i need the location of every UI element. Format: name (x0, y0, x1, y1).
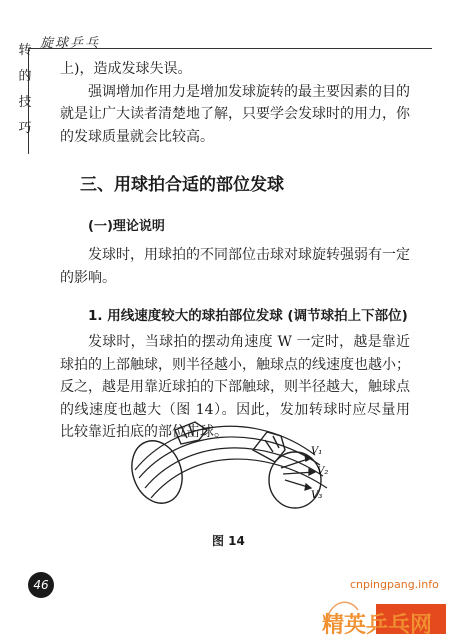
point-title: 1. 用线速度较大的球拍部位发球 (调节球拍上下部位) (88, 308, 408, 324)
page-content (60, 58, 410, 444)
side-tab-char: 转 (18, 43, 32, 58)
side-tab-char: 技 (18, 95, 32, 110)
paragraph: 上)，造成发球失误。 (60, 61, 192, 77)
running-header: 旋球乒乓 (40, 36, 101, 51)
section-title: 三、用球拍合适的部位发球 (80, 175, 284, 195)
paragraph: 强调增加作用力是增加发球旋转的最主要因素的目的就是让广大读者清楚地了解，只要学会发球时的用力，你的发球质量就会比较高。 (60, 83, 410, 145)
side-tab (14, 38, 36, 142)
label-v2: V₂ (317, 466, 329, 477)
side-tab-char: 巧 (18, 121, 32, 136)
page-number: 46 (28, 572, 54, 598)
header-rule (28, 48, 432, 49)
racket-diagram (115, 410, 345, 515)
paragraph: 发球时，当球拍的摆动角速度 W 一定时，越是靠近球拍的上部触球，则半径越小，触球点的线速度也越小；反之，越是用靠近球拍的下部触球，则半径越大，触球点的线速度也越大（图 14）。因此，发加转球时应尽量用比较靠近拍底的部位击球。 (60, 334, 410, 440)
figure-caption: 图 14 (212, 534, 245, 548)
side-tab-char: 的 (18, 69, 32, 84)
velocity-arrows (281, 455, 315, 490)
logo-text: 精英乒乓网 (322, 613, 433, 638)
watermark-url: cnpingpang.info (350, 578, 439, 591)
paragraph: 发球时，用球拍的不同部位击球对球旋转强弱有一定的影响。 (60, 247, 410, 286)
label-v3: V₃ (311, 490, 323, 501)
watermark-logo (318, 590, 448, 638)
label-v1: V₁ (311, 446, 323, 457)
subsection-title: (一)理论说明 (88, 219, 165, 234)
